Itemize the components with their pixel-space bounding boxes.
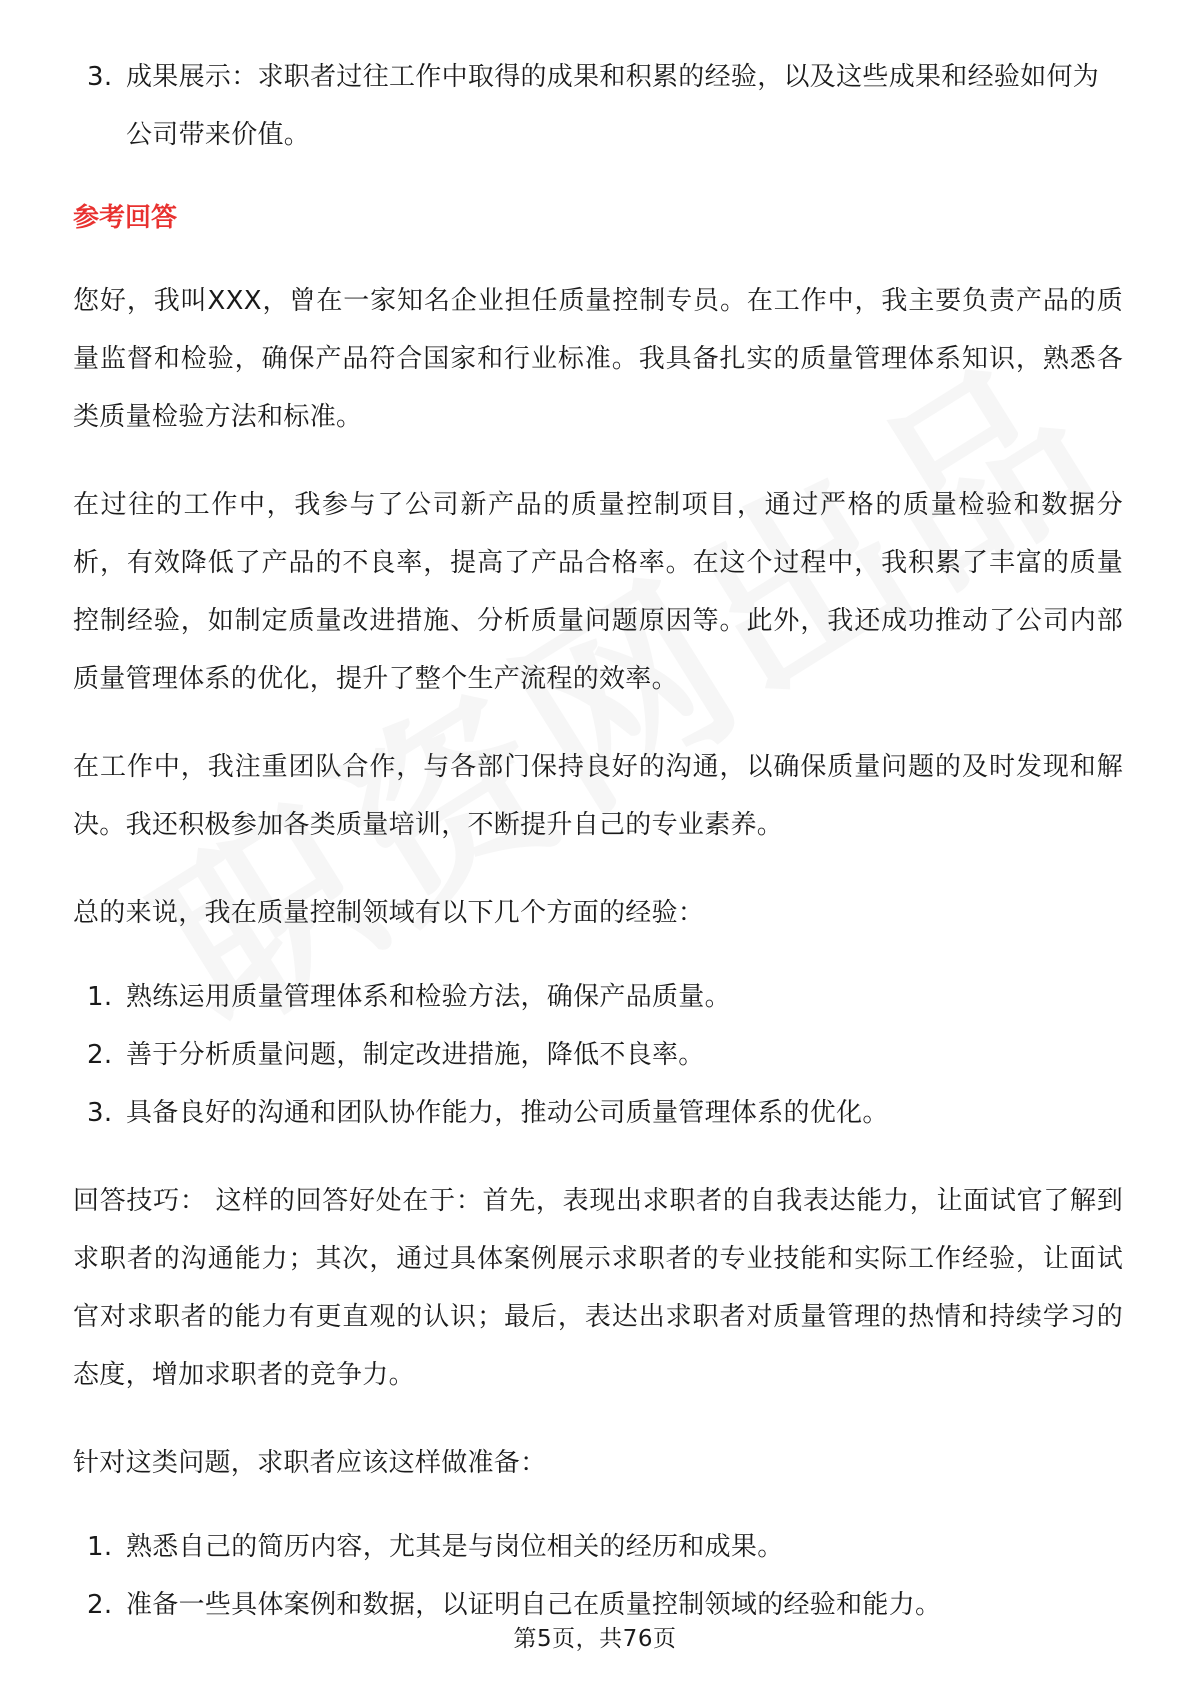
list-number: 1. <box>87 982 113 1012</box>
list-item <box>73 48 1123 164</box>
answer-paragraph: 在工作中，我注重团队合作，与各部门保持良好的沟通，以确保质量问题的及时发现和解决。我还积极参加各类质量培训，不断提升自己的专业素养。 <box>73 752 1123 840</box>
list-text: 熟练运用质量管理体系和检验方法，确保产品质量。 <box>126 982 731 1012</box>
answer-paragraph: 总的来说，我在质量控制领域有以下几个方面的经验： <box>73 898 705 928</box>
list-number: 1. <box>87 1532 113 1562</box>
prep-intro: 针对这类问题，求职者应该这样做准备： <box>73 1448 547 1478</box>
list-item <box>73 1518 1123 1576</box>
list-number: 3. <box>87 1098 113 1128</box>
list-number: 2. <box>87 1590 113 1620</box>
list-item <box>73 1084 1123 1142</box>
criteria-list <box>73 48 1123 164</box>
experience-list <box>73 968 1123 1142</box>
list-number: 2. <box>87 1040 113 1070</box>
list-text: 善于分析质量问题，制定改进措施，降低不良率。 <box>126 1040 705 1070</box>
prep-list <box>73 1518 1123 1634</box>
section-heading: 参考回答 <box>73 203 178 233</box>
page-footer: 第5页，共76页 <box>513 1626 677 1652</box>
list-text: 成果展示：求职者过往工作中取得的成果和积累的经验，以及这些成果和经验如何为公司带来价值。 <box>126 62 1100 150</box>
list-number: 3. <box>87 62 113 92</box>
list-item <box>73 968 1123 1026</box>
answer-paragraph: 在过往的工作中，我参与了公司新产品的质量控制项目，通过严格的质量检验和数据分析，有效降低了产品的不良率，提高了产品合格率。在这个过程中，我积累了丰富的质量控制经验，如制定质量改进措施、分析质量问题原因等。此外，我还成功推动了公司内部质量管理体系的优化，提升了整个生产流程的效率。 <box>73 490 1123 694</box>
list-text: 具备良好的沟通和团队协作能力，推动公司质量管理体系的优化。 <box>126 1098 889 1128</box>
answer-paragraph: 您好，我叫XXX，曾在一家知名企业担任质量控制专员。在工作中，我主要负责产品的质量监督和检验，确保产品符合国家和行业标准。我具备扎实的质量管理体系知识，熟悉各类质量检验方法和标准。 <box>73 286 1123 432</box>
list-text: 准备一些具体案例和数据，以证明自己在质量控制领域的经验和能力。 <box>126 1590 942 1620</box>
page-content <box>73 48 1123 1634</box>
tips-paragraph: 回答技巧： 这样的回答好处在于：首先，表现出求职者的自我表达能力，让面试官了解到求职者的沟通能力；其次，通过具体案例展示求职者的专业技能和实际工作经验，让面试官对求职者的能力有更直观的认识；最后，表达出求职者对质量管理的热情和持续学习的态度，增加求职者的竞争力。 <box>73 1186 1123 1390</box>
list-item <box>73 1026 1123 1084</box>
list-text: 熟悉自己的简历内容，尤其是与岗位相关的经历和成果。 <box>126 1532 784 1562</box>
